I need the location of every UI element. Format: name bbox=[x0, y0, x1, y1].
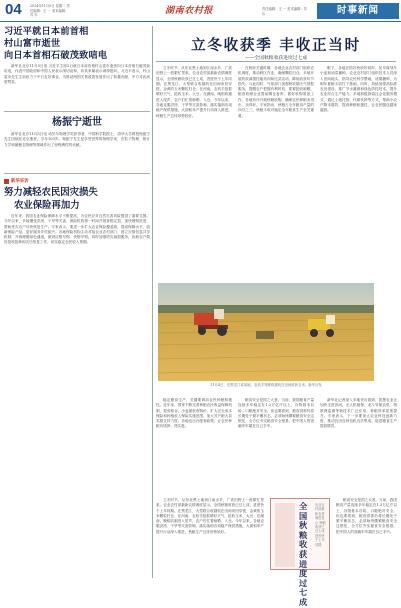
masthead bbox=[0, 0, 401, 22]
left-column bbox=[4, 26, 150, 532]
feature-rule bbox=[156, 61, 396, 62]
photo-caption: 11月4日，在黑龙江省某地，农机手驾驶收割机在田间收获玉米。新华社发 bbox=[210, 383, 322, 387]
editor-credits: 责任编辑：王 一 美术编辑：苏 尔 bbox=[262, 7, 307, 16]
headline-yang-zhenning: 杨振宁逝世 bbox=[52, 117, 102, 128]
feature-column-3b bbox=[320, 398, 397, 494]
paragraph: 眼下，各地在抓好秋收的同时，及早谋划冬小麦和油菜播种。农业农村部门组织技术人员深入田间地头，指导农民科学整地、适期播种，为明年夏粮丰收打下基础。同时，持续加强高标准农田建设，推广节水灌溉和绿色防控技术，提升农业综合生产能力。多地积极探索社会化服务模式，通过土地托管、代耕代种等方式，帮助小农户降本增效，提高种粮积极性，让农民腰包越来越鼓。 bbox=[320, 66, 397, 113]
feature-column-1 bbox=[156, 66, 232, 280]
section-divider bbox=[4, 173, 150, 174]
feature-title: 立冬收获季 丰收正当时 bbox=[191, 37, 361, 54]
harvest-photo bbox=[158, 283, 374, 381]
headline-agri-insurance bbox=[4, 187, 150, 212]
banner-side-text: 农业农村部最新农情调度显示 秋粮收获已过七成 进度快于上年同期 bbox=[315, 503, 326, 547]
feature-subtitle: ——全国秋粮收获进度过七成 bbox=[244, 56, 308, 61]
feature-column-2 bbox=[238, 66, 314, 280]
story-xi-condolence: 新华社北京11月5日电 习近平主席5日就日本前首相村山富市逝世向日本首相石破茂致唁电，代表中国政府和中国人民表示深切哀悼，向其家属表示诚挚慰问。习近平表示，村山富市先生生前致力于中日友好事业，为推动两国关系改善发展作出了积极贡献，中方对此高度赞赏。 bbox=[4, 64, 150, 84]
headline-line: 村山富市逝世 bbox=[4, 38, 61, 49]
feature-column-3 bbox=[320, 66, 397, 280]
feature-column-3c bbox=[336, 498, 397, 576]
tag-label: 新华采访 bbox=[11, 179, 29, 184]
issue-info: 2024年11月5日 星期二 责任编辑：王 一 美术编辑：苏 尔 bbox=[30, 4, 70, 18]
section-tab: 时事新闻 bbox=[317, 3, 399, 19]
banner-title: 全国秋粮收获进度过七成 bbox=[299, 501, 308, 607]
tag-marker bbox=[4, 179, 9, 184]
paragraph: 立冬时节，从东北黑土地到江南水乡，广袤田野上一派繁忙景象。农业农村部最新农情调度显示，全国秋粮收获已过七成，进度快于上年同期。在黑龙江，大型联合收割机在田间来回穿梭，金黄的玉米颗粒归仓；在河南，农机手抢抓晴好天气，抢收玉米、大豆；在湖南，晚稻收割进入尾声，农户们忙着晾晒、入仓。今年以来，各地克服洪涝、干旱等灾害影响，落实落细各项稳产保供措施，大面积单产提升行动深入推进，秋粮生产总体形势较好。 bbox=[156, 66, 232, 118]
feature-column-1c bbox=[156, 498, 264, 576]
harvest-banner bbox=[270, 498, 330, 607]
headline-line: 习近平就日本前首相 bbox=[4, 26, 89, 37]
paragraph: 新华社记者深入多地采访看到，智慧农业正加快走进田间，无人机植保、北斗导航农机、物联网监测等新技术广泛应用，种粮效率显著提升。专家表示，下一步要加大农业科技创新力度，推动良田良种良机良法集成，促进粮食生产提质增效。 bbox=[320, 398, 397, 429]
paragraph: 粮食安全是国之大者。当前，我国粮食产量连续多年稳定在1.3万亿斤以上，谷物基本自给、口粮绝对安全。但也要看到，粮食供需仍将长期处于紧平衡状态，必须始终绷紧粮食安全这根弦，全方位夯实粮食安全根基，把中国人的饭碗牢牢端在自己手中。 bbox=[336, 498, 397, 534]
section-divider bbox=[4, 111, 150, 112]
section-tag bbox=[4, 178, 150, 184]
newspaper-brand: 湖南农村报 bbox=[165, 6, 214, 16]
feature-column-1b bbox=[156, 398, 232, 494]
headline-line: 农业保险再加力 bbox=[14, 199, 80, 211]
headline-xi-condolence bbox=[4, 26, 150, 62]
headline-line: 向日本首相石破茂致唁电 bbox=[4, 50, 108, 61]
paragraph: 立冬时节，从东北黑土地到江南水乡，广袤田野上一派繁忙景象。农业农村部最新农情调度显示，全国秋粮收获已过七成，进度快于上年同期。在黑龙江，大型联合收割机在田间来回穿梭，金黄的玉米颗粒归仓；在河南，农机手抢抓晴好天气，抢收玉米、大豆；在湖南，晚稻收割进入尾声，农户们忙着晾晒、入仓。今年以来，各地克服洪涝、干旱等灾害影响，落实落细各项稳产保供措施，大面积单产提升行动深入推进，秋粮生产总体形势较好。 bbox=[156, 498, 264, 534]
banner-stamp bbox=[275, 503, 295, 567]
feature-column-2b bbox=[238, 398, 314, 494]
headline-line: 努力减轻农民因灾损失 bbox=[4, 187, 98, 198]
page-number: 04 bbox=[5, 1, 22, 18]
column-rule bbox=[152, 26, 153, 578]
paragraph: 粮食安全是国之大者。当前，我国粮食产量连续多年稳定在1.3万亿斤以上，谷物基本自给、口粮绝对安全。但也要看到，粮食供需仍将长期处于紧平衡状态，必须始终绷紧粮食安全这根弦，全方位夯实粮食安全根基，把中国人的饭碗牢牢端在自己手中。 bbox=[238, 398, 314, 429]
story-yang-zhenning: 新华社北京11月5日电 诺贝尔物理学奖获得者、中国科学院院士、清华大学教授杨振宁先生因病在北京逝世，享年103岁。杨振宁先生是享誉世界的物理学家，在粒子物理、统计力学和凝聚态物理等领域作出了里程碑性的贡献。 bbox=[4, 132, 150, 147]
paragraph: 稳定粮食生产，关键要调动农民种粮积极性。近年来，国家不断完善种粮农民收益保障机制，提高稻谷、小麦最低收购价，扩大完全成本保险和种植收入保险实施范围，加大对产粮大县奖励支持力度。各地也出台配套政策，让农民种粮有钱挣、得实惠。 bbox=[156, 398, 232, 429]
paragraph: 在秋收关键时期，各地农业农村部门组织农机调度，推动跨区作业，确保颗粒归仓。多地开展机收减损技能培训和比武活动，降低收获环节损失。与此同时，气象部门加强秋收期天气预报服务，提醒农户把握有利时机，抓紧抢收晾晒。粮食收储企业提前腾仓备库，做好收购准备工作，各地有序开展秋粮收购，确保农民种粮卖得出、卖得好。专家指出，秋粮占全年粮食产量的四分之三，秋粮丰收对稳定全年粮食生产至关重要。 bbox=[238, 66, 314, 118]
story-agri-insurance: 近年来，我国农业保险保障水平不断提高，为农民应对自然灾害风险提供了重要支撑。今年以来，多地遭受洪涝、干旱等灾害，保险机构第一时间开展查勘定损，加快理赔进度，帮助受灾农户尽快恢复生产。专家表示，要进一步扩大农业保险覆盖面，提高保障水平，创新保险产品，更好服务乡村振兴。各地保险机构主动对接农业农村部门，建立灾情信息共享机制，开辟理赔绿色通道，做到应赔尽赔、快赔早赔。同时加强防灾减损服务，协助农户做好抢收抢种和灾后恢复工作，切实稳定农民收入预期。 bbox=[4, 214, 150, 245]
